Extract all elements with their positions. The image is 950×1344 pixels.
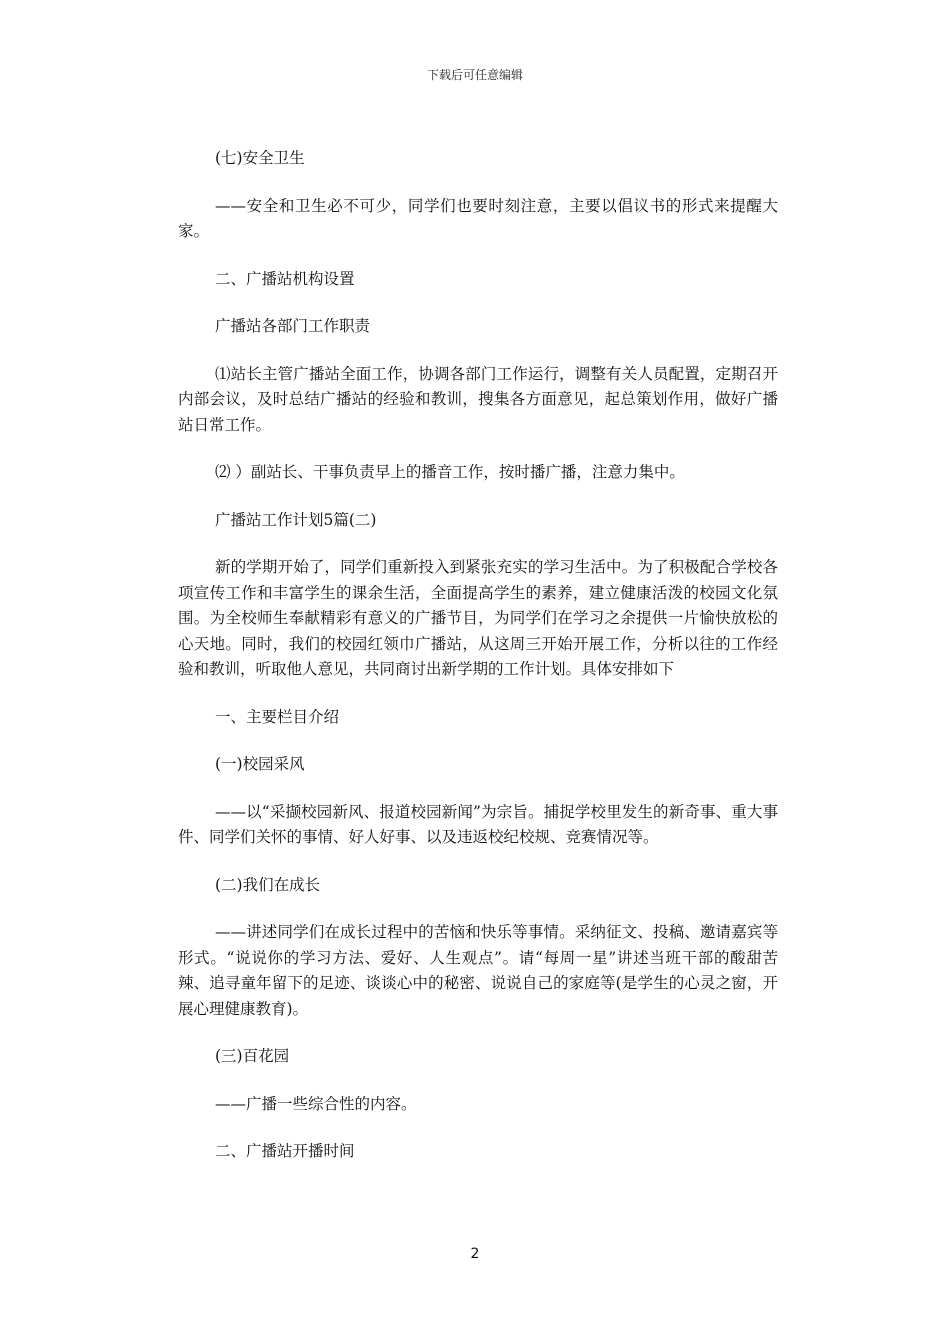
article-title-part-two: 广播站工作计划5篇(二) xyxy=(215,510,377,529)
page-number: 2 xyxy=(470,1246,480,1262)
paragraph-flower-garden: ——广播一些综合性的内容。 xyxy=(215,1094,417,1113)
subheading-campus-report: (一)校园采风 xyxy=(215,755,305,773)
section-heading-safety-hygiene: (七)安全卫生 xyxy=(215,149,305,167)
subheading-department-duties: 广播站各部门工作职责 xyxy=(215,317,371,335)
section-heading-programs: 一、主要栏目介绍 xyxy=(215,707,340,726)
subheading-growing-up: (二)我们在成长 xyxy=(215,875,321,894)
section-heading-organization: 二、广播站机构设置 xyxy=(215,269,355,288)
paragraph-deputy-duties: ⑵ ）副站长、干事负责早上的播音工作，按时播广播，注意力集中。 xyxy=(215,463,685,481)
section-heading-broadcast-time: 二、广播站开播时间 xyxy=(215,1142,355,1160)
paragraph-introduction: 新的学期开始了，同学们重新投入到紧张充实的学习生活中。为了积极配合学校各项宣传工作和丰富学生的课余生活，全面提高学生的素养，建立健康活泼的校园文化氛围。为全校师生奉献精彩有意义的广播节目，为同学们在学习之余提供一片愉快放松的心天地。同时，我们的校园红领巾广播站，从这周三开始开展工作，分析以往的工作经验和教训，听取他人意见，共同商讨出新学期的工作计划。具体安排如下 xyxy=(178,558,778,678)
paragraph-station-head-duties: ⑴站长主管广播站全面工作，协调各部门工作运行，调整有关人员配置，定期召开内部会议，及时总结广播站的经验和教训，搜集各方面意见，起总策划作用，做好广播站日常工作。 xyxy=(178,364,778,434)
page-header: 下载后可任意编辑 xyxy=(426,68,523,82)
paragraph-growing-up: ——讲述同学们在成长过程中的苦恼和快乐等事情。采纳征文、投稿、邀请嘉宾等形式。“说说你的学习方法、爱好、人生观点”。请“每周一星”讲述当班干部的酸甜苦辣、追寻童年留下的足迹、谈谈心中的秘密、说说自己的家庭等(是学生的心灵之窗，开展心理健康教育)。 xyxy=(178,923,778,1018)
document-body xyxy=(178,146,778,1187)
paragraph-safety-hygiene: ——安全和卫生必不可少，同学们也要时刻注意，主要以倡议书的形式来提醒大家。 xyxy=(178,196,778,240)
paragraph-campus-report: ——以“采撷校园新风、报道校园新闻”为宗旨。捕捉学校里发生的新奇事、重大事件、同学们关怀的事情、好人好事、以及违返校纪校规、竞赛情况等。 xyxy=(178,802,778,846)
subheading-flower-garden: (三)百花园 xyxy=(215,1047,290,1065)
